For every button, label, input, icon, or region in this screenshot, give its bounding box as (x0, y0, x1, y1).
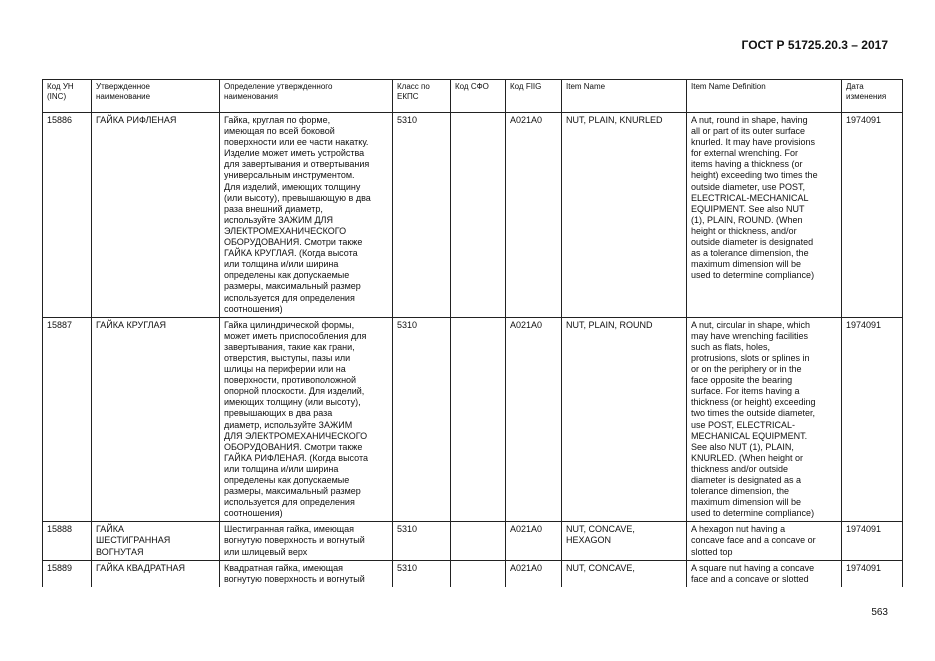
table-row (43, 317, 903, 522)
col-header-sfo-code: Код СФО (451, 80, 506, 113)
document-code: ГОСТ Р 51725.20.3 – 2017 (741, 38, 888, 52)
cell-item-name: NUT, CONCAVE, (562, 560, 687, 587)
cell-ekps-class: 5310 (393, 317, 451, 522)
cell-item-definition: A nut, circular in shape, which may have wrenching facilities such as flats, holes, protrusions, slots or splines in or on the periphery or in the face opposite the bearing surface. For items having a thickness (or height) exceeding two times the outside diameter, use POST, ELECTRICAL- MECHANICAL EQUIPMENT. See also NUT (1), PLAIN, KNURLED. (When height or thickness and/or outside diameter is designated as a tolerance dimension, the maximum dimension will be used to determine compliance) (687, 317, 842, 522)
cell-ekps-class: 5310 (393, 113, 451, 318)
col-header-item-name: Item Name (562, 80, 687, 113)
cell-inc: 15889 (43, 560, 92, 587)
cell-fiig-code: A021A0 (506, 522, 562, 560)
table-row (43, 560, 903, 587)
col-header-change-date: Дата изменения (842, 80, 903, 113)
cell-inc: 15887 (43, 317, 92, 522)
cell-change-date: 1974091 (842, 317, 903, 522)
cell-approved-name: ГАЙКА КВАДРАТНАЯ (92, 560, 220, 587)
cell-sfo-code (451, 560, 506, 587)
cell-item-definition: A hexagon nut having a concave face and a concave or slotted top (687, 522, 842, 560)
table-header-row (43, 80, 903, 113)
col-header-ekps-class: Класс по ЕКПС (393, 80, 451, 113)
col-header-fiig-code: Код FIIG (506, 80, 562, 113)
cell-approved-name: ГАЙКА КРУГЛАЯ (92, 317, 220, 522)
col-header-definition: Определение утвержденного наименования (220, 80, 393, 113)
table-row (43, 113, 903, 318)
table-row (43, 522, 903, 560)
cell-ekps-class: 5310 (393, 560, 451, 587)
col-header-item-definition: Item Name Definition (687, 80, 842, 113)
cell-definition: Гайка, круглая по форме, имеющая по всей боковой поверхности или ее части накатку. Изделие может иметь устройства для завертывания и отвертывания универсальным инструментом. Для изделий, имеющих толщину (или высоту), превышающую в два раза внешний диаметр, используйте ЗАЖИМ ДЛЯ ЭЛЕКТРОМЕХАНИЧЕСКОГО ОБОРУДОВАНИЯ. Смотри также ГАЙКА КРУГЛАЯ. (Когда высота или толщина и/или ширина определены как допускаемые размеры, максимальный размер используется для определения соотношения) (220, 113, 393, 318)
page-number: 563 (871, 607, 888, 618)
cell-change-date: 1974091 (842, 522, 903, 560)
cell-definition: Шестигранная гайка, имеющая вогнутую поверхность и вогнутый или шлицевый верх (220, 522, 393, 560)
cell-inc: 15888 (43, 522, 92, 560)
cell-sfo-code (451, 522, 506, 560)
cell-change-date: 1974091 (842, 560, 903, 587)
cell-item-definition: A square nut having a concave face and a concave or slotted (687, 560, 842, 587)
cell-item-definition: A nut, round in shape, having all or part of its outer surface knurled. It may have provisions for external wrenching. For items having a thickness (or height) exceeding two times the outside diameter, use POST, ELECTRICAL-MECHANICAL EQUIPMENT. See also NUT (1), PLAIN, ROUND. (When height or thickness, and/or outside diameter is designated as a tolerance dimension, the maximum dimension will be used to determine compliance) (687, 113, 842, 318)
cell-fiig-code: A021A0 (506, 560, 562, 587)
cell-definition: Гайка цилиндрической формы, может иметь приспособления для завертывания, такие как грани, отверстия, выступы, пазы или шлицы на периферии или на поверхности, противоположной опорной плоскости. Для изделий, имеющих толщину (или высоту), превышающих в два раза диаметр, используйте ЗАЖИМ ДЛЯ ЭЛЕКТРОМЕХАНИЧЕСКОГО ОБОРУДОВАНИЯ. Смотри также ГАЙКА РИФЛЕНАЯ. (Когда высота или толщина и/или ширина определены как допускаемые размеры, максимальный размер используется для определения соотношения) (220, 317, 393, 522)
cell-item-name: NUT, PLAIN, KNURLED (562, 113, 687, 318)
cell-ekps-class: 5310 (393, 522, 451, 560)
cell-approved-name: ГАЙКА РИФЛЕНАЯ (92, 113, 220, 318)
cell-item-name: NUT, CONCAVE, HEXAGON (562, 522, 687, 560)
cell-change-date: 1974091 (842, 113, 903, 318)
cell-inc: 15886 (43, 113, 92, 318)
cell-sfo-code (451, 113, 506, 318)
col-header-approved-name: Утвержденное наименование (92, 80, 220, 113)
cell-fiig-code: A021A0 (506, 113, 562, 318)
cell-sfo-code (451, 317, 506, 522)
catalog-table (42, 79, 903, 587)
col-header-inc: Код УН (INC) (43, 80, 92, 113)
cell-item-name: NUT, PLAIN, ROUND (562, 317, 687, 522)
cell-definition: Квадратная гайка, имеющая вогнутую поверхность и вогнутый (220, 560, 393, 587)
cell-approved-name: ГАЙКА ШЕСТИГРАННАЯ ВОГНУТАЯ (92, 522, 220, 560)
cell-fiig-code: A021A0 (506, 317, 562, 522)
